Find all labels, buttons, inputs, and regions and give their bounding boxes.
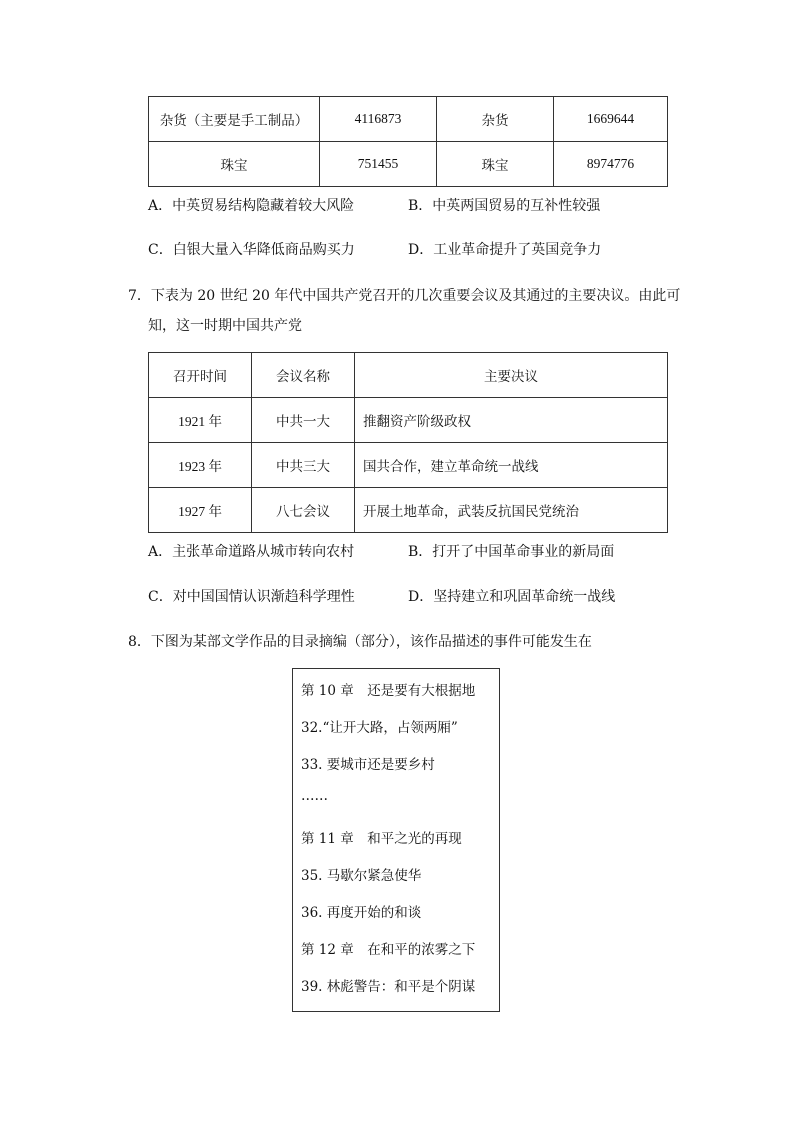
q8-stem: 8．下图为某部文学作品的目录摘编（部分），该作品描述的事件可能发生在 bbox=[128, 634, 592, 650]
table-header-row bbox=[149, 353, 668, 398]
table-cell: 杂货 bbox=[437, 97, 554, 142]
table-cell: 开展土地革命，武装反抗国民党统治 bbox=[355, 488, 668, 533]
toc-ellipsis: …… bbox=[301, 788, 328, 804]
table-cell: 珠宝 bbox=[149, 142, 320, 187]
table-cell: 8974776 bbox=[554, 142, 668, 187]
q6-option-a: A．中英贸易结构隐藏着较大风险 bbox=[148, 198, 355, 214]
q7-option-a: A．主张革命道路从城市转向农村 bbox=[148, 544, 355, 560]
table-row bbox=[149, 398, 668, 443]
toc-chapter-12: 第 12 章 在和平的浓雾之下 bbox=[301, 942, 476, 958]
table-cell: 1923 年 bbox=[149, 443, 252, 488]
trade-table bbox=[148, 96, 668, 187]
table-cell: 4116873 bbox=[320, 97, 437, 142]
table-header: 召开时间 bbox=[149, 353, 252, 398]
q7-stem-line2: 知，这一时期中国共产党 bbox=[148, 318, 302, 334]
toc-item-39: 39. 林彪警告：和平是个阴谋 bbox=[301, 979, 476, 995]
toc-chapter-11: 第 11 章 和平之光的再现 bbox=[301, 831, 462, 847]
q7-option-b: B．打开了中国革命事业的新局面 bbox=[408, 544, 615, 560]
table-cell: 1669644 bbox=[554, 97, 668, 142]
table-row bbox=[149, 97, 668, 142]
q7-stem-line1: 7．下表为 20 世纪 20 年代中国共产党召开的几次重要会议及其通过的主要决议。由此可 bbox=[128, 288, 681, 304]
table-cell: 1927 年 bbox=[149, 488, 252, 533]
q6-option-b: B．中英两国贸易的互补性较强 bbox=[408, 198, 601, 214]
toc-item-32: 32.“让开大路，占领两厢” bbox=[301, 720, 458, 736]
toc-item-36: 36. 再度开始的和谈 bbox=[301, 905, 422, 921]
table-cell: 八七会议 bbox=[252, 488, 355, 533]
table-cell: 751455 bbox=[320, 142, 437, 187]
toc-box bbox=[292, 668, 500, 1012]
table-cell: 珠宝 bbox=[437, 142, 554, 187]
q6-option-d: D．工业革命提升了英国竞争力 bbox=[408, 242, 602, 258]
toc-item-33: 33. 要城市还是要乡村 bbox=[301, 757, 435, 773]
table-cell: 中共三大 bbox=[252, 443, 355, 488]
q6-option-c: C．白银大量入华降低商品购买力 bbox=[148, 242, 355, 258]
toc-item-35: 35. 马歇尔紧急使华 bbox=[301, 868, 422, 884]
table-cell: 推翻资产阶级政权 bbox=[355, 398, 668, 443]
toc-chapter-10: 第 10 章 还是要有大根据地 bbox=[301, 683, 476, 699]
meeting-table bbox=[148, 352, 668, 533]
table-row bbox=[149, 142, 668, 187]
table-cell: 中共一大 bbox=[252, 398, 355, 443]
q7-option-d: D．坚持建立和巩固革命统一战线 bbox=[408, 589, 616, 605]
q7-option-c: C．对中国国情认识渐趋科学理性 bbox=[148, 589, 355, 605]
table-row bbox=[149, 488, 668, 533]
table-cell: 国共合作，建立革命统一战线 bbox=[355, 443, 668, 488]
table-header: 会议名称 bbox=[252, 353, 355, 398]
table-cell: 杂货（主要是手工制品） bbox=[149, 97, 320, 142]
table-header: 主要决议 bbox=[355, 353, 668, 398]
table-row bbox=[149, 443, 668, 488]
table-cell: 1921 年 bbox=[149, 398, 252, 443]
